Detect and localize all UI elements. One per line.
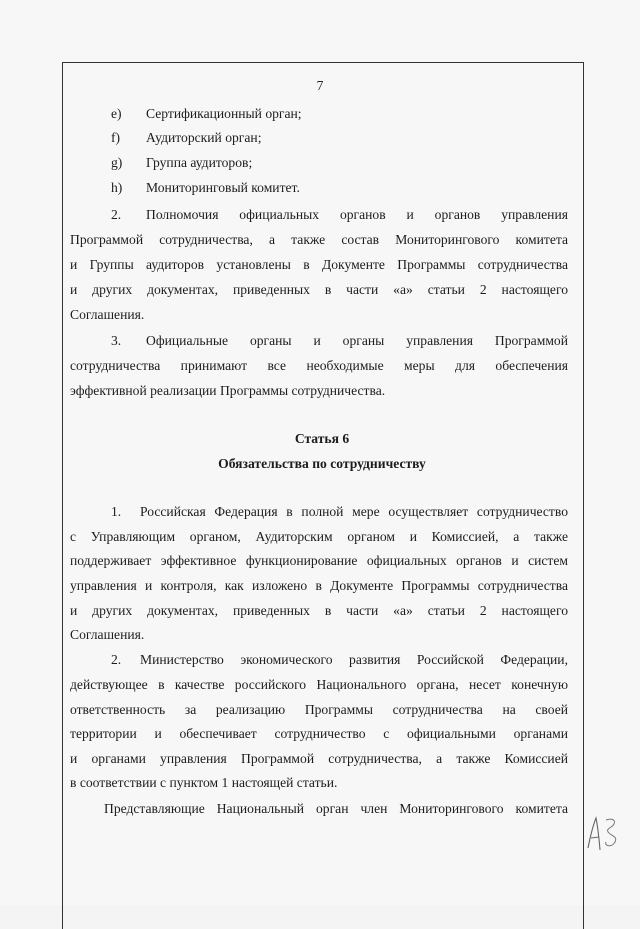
paragraph-line: эффективной реализации Программы сотрудничества. (70, 383, 386, 398)
paragraph-line: Соглашения. (70, 627, 145, 642)
page-number: 7 (316, 78, 324, 93)
paragraph-line: в соответствии с пунктом 1 настоящей статьи. (70, 775, 338, 790)
paragraph-line: действующее в качестве российского Национального органа, несет конечную (70, 677, 568, 692)
paragraph-line: Представляющие Национальный орган член Мониторингового комитета (104, 801, 568, 816)
paragraph-line: Официальные органы и органы управления Программой (146, 333, 568, 348)
list-marker: e) (111, 106, 122, 121)
paragraph-line: и органами управления Программой сотрудничества, а также Комиссией (70, 751, 568, 766)
list-marker: h) (111, 180, 123, 195)
paragraph-line: поддерживает эффективное функционирование официальных органов и систем (70, 553, 568, 568)
paragraph-line: Российская Федерация в полной мере осуществляет сотрудничество (140, 504, 568, 519)
paragraph-line: Министерство экономического развития Российской Федерации, (140, 652, 568, 667)
list-item-text: Мониторинговый комитет. (146, 180, 300, 195)
paragraph-number: 2. (111, 652, 122, 667)
handwritten-initials (584, 808, 624, 860)
list-item-text: Аудиторский орган; (146, 130, 262, 145)
paragraph-line: и других документах, приведенных в части «а» статьи 2 настоящего (70, 282, 568, 297)
page-border (62, 62, 584, 929)
paragraph-line: Программой сотрудничества, а также состав Мониторингового комитета (70, 232, 568, 247)
paragraph-line: с Управляющим органом, Аудиторским органом и Комиссией, а также (70, 529, 568, 544)
list-item-text: Группа аудиторов; (146, 155, 253, 170)
paragraph-line: территории и обеспечивает сотрудничество с официальными органами (70, 726, 568, 741)
paragraph-number: 3. (111, 333, 122, 348)
paragraph-number: 2. (111, 207, 122, 222)
list-marker: f) (111, 130, 121, 145)
paragraph-line: Соглашения. (70, 307, 145, 322)
paragraph-line: ответственность за реализацию Программы сотрудничества на своей (70, 702, 568, 717)
paragraph-line: и Группы аудиторов установлены в Документе Программы сотрудничества (70, 257, 568, 272)
paragraph-number: 1. (111, 504, 122, 519)
paragraph-line: управления и контроля, как изложено в Документе Программы сотрудничества (70, 578, 568, 593)
list-item-text: Сертификационный орган; (146, 106, 302, 121)
paragraph-line: Полномочия официальных органов и органов управления (146, 207, 568, 222)
paragraph-line: сотрудничества принимают все необходимые меры для обеспечения (70, 358, 568, 373)
paragraph-line: и других документах, приведенных в части «а» статьи 2 настоящего (70, 603, 568, 618)
article-heading: Статья 6 (294, 431, 350, 446)
article-title: Обязательства по сотрудничеству (218, 456, 426, 471)
list-marker: g) (111, 155, 123, 170)
